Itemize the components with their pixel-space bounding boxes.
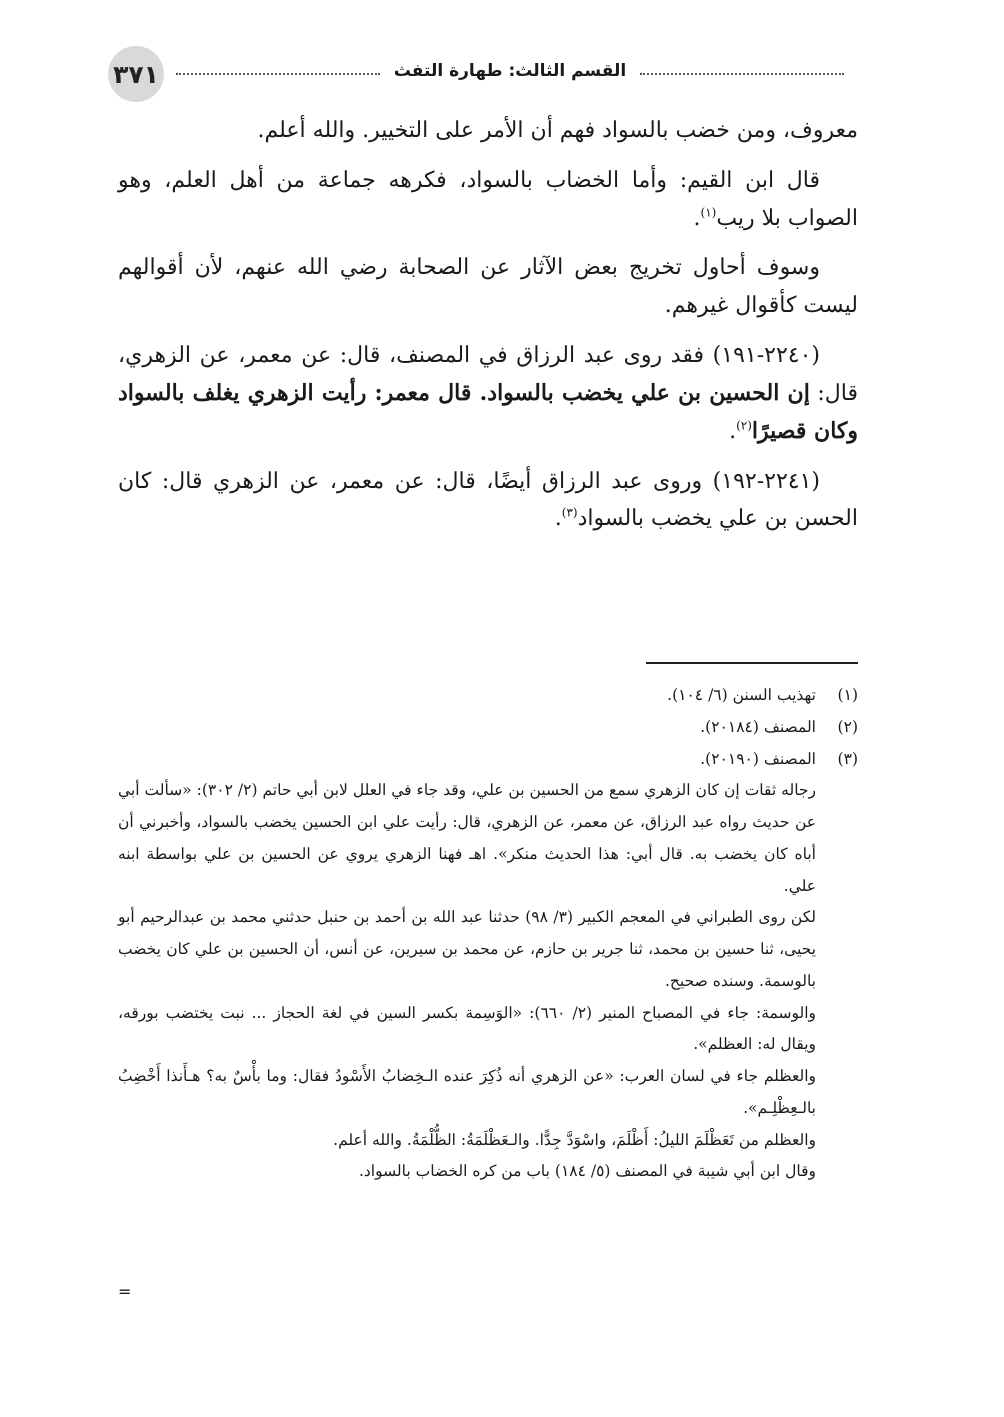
paragraph-4-end: . [729, 418, 737, 444]
footnote-paragraph: لكن روى الطبراني في المعجم الكبير (٣/ ٩٨) حدثنا عبد الله بن أحمد بن حنبل حدثني محمد بن عبدالرحيم أبو يحيى، ثنا حسين بن محمد، ثنا جرير بن حازم، عن محمد بن سيرين، عن أنس، أن الحسين بن علي كان يخضب بالوسمة. وسنده صحيح. [118, 908, 816, 990]
footnote-3 [118, 744, 858, 776]
footnote-paragraph: وقال ابن أبي شيبة في المصنف (٥/ ١٨٤) باب من كره الخضاب بالسواد. [358, 1162, 816, 1181]
page-number: ٣٧١ [108, 46, 164, 102]
paragraph-5-text: (٢٢٤١-١٩٢) وروى عبد الرزاق أيضًا، قال: عن معمر، عن الزهري قال: كان الحسن بن علي يخضب بالسواد [118, 468, 858, 532]
continuation-mark: = [118, 1282, 132, 1301]
footnote-text: تهذيب السنن (٦/ ١٠٤). [667, 686, 816, 704]
section-title: القسم الثالث: طهارة التفث [393, 61, 627, 81]
footnote-number: (١) [837, 686, 858, 704]
footnote-number: (٣) [837, 749, 858, 768]
footnotes [118, 680, 858, 1188]
footnote-2 [118, 712, 858, 744]
footnote-ref-3: (٣) [561, 506, 578, 521]
footnote-paragraph: رجاله ثقات إن كان الزهري سمع من الحسين بن علي، وقد جاء في العلل لابن أبي حاتم (٢/ ٣٠٢): «سألت أبي عن حديث رواه عبد الرزاق، عن معمر، عن الزهري، قال: رأيت علي ابن الحسين يخضب بالسواد، وأخبرني أن أباه كان يخضب به. قال أبي: هذا الحديث منكر». اهـ فهنا الزهري يروي عن الحسين بن علي بواسطة ابنه علي. [118, 781, 816, 895]
footnote-number: (٢) [837, 717, 858, 736]
footnote-paragraph: والعظلم من تَعَظْلَمَ الليلُ: أَظْلَمَ، واسْوَدَّ جِدًّا. والـعَظْلَمَةُ: الظُّلْمَةُ. والله أعلم. [333, 1130, 816, 1149]
footnote-paragraph: والعظلم جاء في لسان العرب: «عن الزهري أنه ذُكِرَ عنده الـخِضابُ الأَسْودُ فقال: وما بأْسٌ به؟ هـأَنذا أَخْضِبُ بالـعِظْلِـم». [118, 1067, 816, 1117]
paragraph-2 [118, 162, 858, 238]
footnote-text: المصنف (٢٠١٨٤). [700, 717, 816, 736]
footnote-ref-2: (٢) [736, 418, 752, 433]
footnote-ref-1: (١) [700, 205, 717, 220]
footnote-3-commentary [118, 775, 858, 1188]
paragraph-1: معروف، ومن خضب بالسواد فهم أن الأمر على التخيير. والله أعلم. [257, 118, 858, 143]
paragraph-2-text: قال ابن القيم: وأما الخضاب بالسواد، فكرهه جماعة من أهل العلم، وهو الصواب بلا ريب [118, 167, 858, 231]
footnote-text: المصنف (٢٠١٩٠). [700, 749, 816, 768]
paragraph-5-end: . [554, 506, 562, 532]
paragraph-5 [118, 463, 858, 539]
header-dots-right [640, 73, 844, 75]
paragraph-4 [118, 337, 858, 450]
footnote-paragraph: والوسمة: جاء في المصباح المنير (٢/ ٦٦٠): «الوَسِمة بكسر السين في لغة الحجاز ... نبت يختضب بورقه، ويقال له: العظلم». [118, 1003, 816, 1054]
main-text [118, 112, 858, 550]
paragraph-4-intro: (٢٢٤٠-١٩١) فقد روى عبد الرزاق في المصنف، قال: عن معمر، عن الزهري، قال: [118, 343, 859, 406]
footnote-separator [646, 662, 858, 664]
footnote-1 [118, 680, 858, 712]
running-header [176, 56, 844, 86]
header-dots-left [176, 73, 380, 75]
paragraph-2-end: . [693, 205, 701, 231]
paragraph-4-bold: إن الحسين بن علي يخضب بالسواد. قال معمر: رأيت الزهري يغلف بالسواد وكان قصيرًا [118, 379, 858, 444]
paragraph-3: وسوف أحاول تخريج بعض الآثار عن الصحابة رضي الله عنهم، لأن أقوالهم ليست كأقوال غيرهم. [118, 255, 858, 319]
